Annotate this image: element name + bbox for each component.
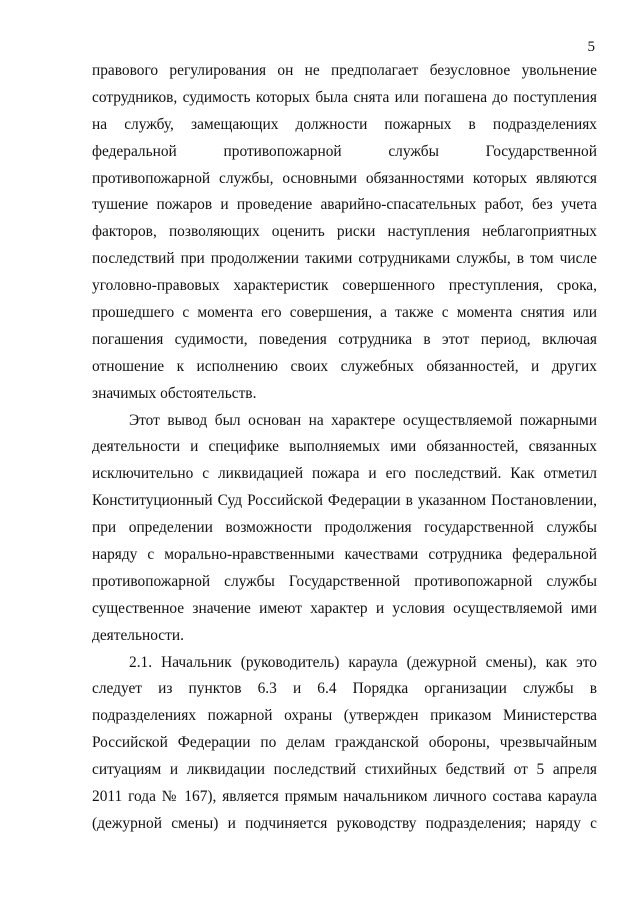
- text-line: 2.1. Начальник (руководитель) караула (дежурной смены), как это: [129, 653, 597, 671]
- text-line: на службу, замещающих должности пожарных в подразделениях: [92, 115, 597, 133]
- text-line: Российской Федерации по делам гражданской обороны, чрезвычайным: [92, 734, 597, 752]
- text-line: ситуациям и ликвидации последствий стихийных бедствий от 5 апреля: [92, 761, 597, 779]
- text-line: факторов, позволяющих оценить риски наступления неблагоприятных: [92, 223, 597, 241]
- text-line: сотрудников, судимость которых была снята или погашена до поступления: [92, 88, 597, 106]
- text-line: федеральной противопожарной службы Государственной: [92, 142, 597, 160]
- text-line: подразделениях пожарной охраны (утвержден приказом Министерства: [92, 707, 597, 725]
- text-line: Конституционный Суд Российской Федерации в указанном Постановлении,: [92, 492, 597, 510]
- text-line: прошедшего с момента его совершения, а также с момента снятия или: [92, 304, 597, 322]
- body-text: [92, 58, 597, 838]
- text-line: последствий при продолжении такими сотрудниками службы, в том числе: [92, 250, 597, 268]
- text-line: деятельности и специфике выполняемых ими обязанностей, связанных: [92, 438, 597, 456]
- text-line: (дежурной смены) и подчиняется руководству подразделения; наряду с: [92, 814, 597, 832]
- text-line: уголовно-правовых характеристик совершенного преступления, срока,: [92, 277, 597, 295]
- text-line: противопожарной службы Государственной противопожарной службы: [92, 572, 597, 590]
- text-line: противопожарной службы, основными обязанностями которых являются: [92, 169, 597, 187]
- text-line: следует из пунктов 6.3 и 6.4 Порядка организации службы в: [92, 680, 597, 698]
- text-line: существенное значение имеют характер и условия осуществляемой ими: [92, 599, 597, 617]
- text-line: при определении возможности продолжения государственной службы: [92, 519, 597, 537]
- text-line: 2011 года № 167), является прямым начальником личного состава караула: [92, 788, 597, 806]
- text-line: деятельности.: [92, 626, 184, 644]
- text-line: правового регулирования он не предполагает безусловное увольнение: [92, 62, 597, 79]
- text-line: Этот вывод был основан на характере осуществляемой пожарными: [129, 411, 597, 429]
- text-line: тушение пожаров и проведение аварийно-спасательных работ, без учета: [92, 196, 597, 214]
- text-line: отношение к исполнению своих служебных обязанностей, и других: [92, 357, 597, 375]
- text-line: исключительно с ликвидацией пожара и его последствий. Как отметил: [92, 465, 597, 483]
- text-line: погашения судимости, поведения сотрудника в этот период, включая: [92, 330, 597, 348]
- text-line: наряду с морально-нравственными качествами сотрудника федеральной: [92, 546, 597, 564]
- page-number: 5: [587, 39, 595, 55]
- text-line: значимых обстоятельств.: [92, 384, 257, 402]
